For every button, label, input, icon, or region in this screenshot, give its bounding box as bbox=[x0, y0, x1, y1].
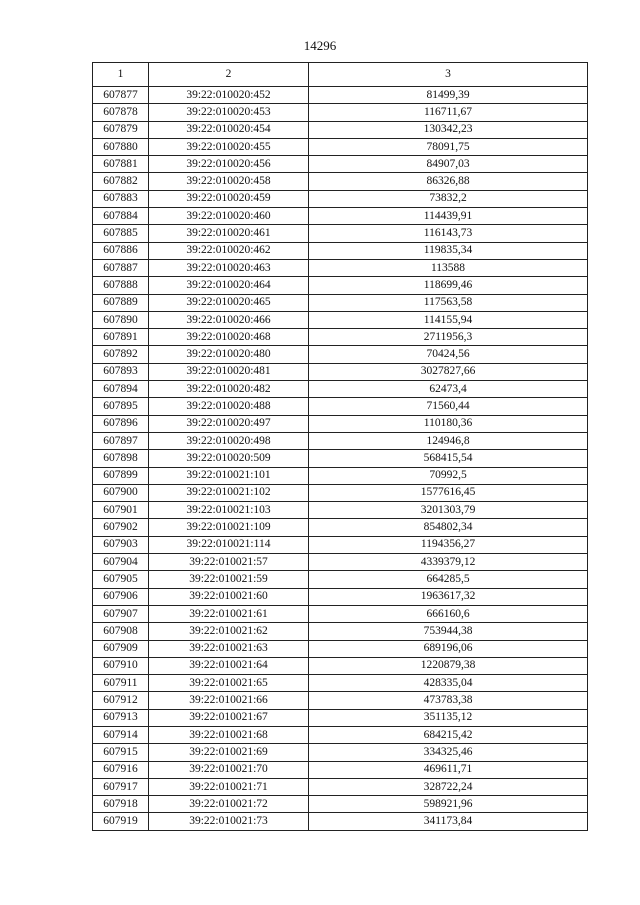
cadastral-number-cell: 39:22:010020:453 bbox=[149, 104, 309, 121]
row-number-cell: 607902 bbox=[93, 519, 149, 536]
value-cell: 753944,38 bbox=[309, 623, 588, 640]
cadastral-number-cell: 39:22:010020:482 bbox=[149, 381, 309, 398]
cadastral-number-cell: 39:22:010020:509 bbox=[149, 450, 309, 467]
value-cell: 469611,71 bbox=[309, 761, 588, 778]
table-row bbox=[93, 484, 588, 501]
value-cell: 73832,2 bbox=[309, 190, 588, 207]
table-row bbox=[93, 190, 588, 207]
table-row bbox=[93, 519, 588, 536]
table-row bbox=[93, 588, 588, 605]
table-row bbox=[93, 363, 588, 380]
value-cell: 664285,5 bbox=[309, 571, 588, 588]
table-row bbox=[93, 778, 588, 795]
row-number-cell: 607906 bbox=[93, 588, 149, 605]
table-row bbox=[93, 173, 588, 190]
value-cell: 568415,54 bbox=[309, 450, 588, 467]
row-number-cell: 607885 bbox=[93, 225, 149, 242]
value-cell: 124946,8 bbox=[309, 432, 588, 449]
value-cell: 1577616,45 bbox=[309, 484, 588, 501]
row-number-cell: 607901 bbox=[93, 502, 149, 519]
table-row bbox=[93, 225, 588, 242]
row-number-cell: 607910 bbox=[93, 657, 149, 674]
table-row bbox=[93, 242, 588, 259]
value-cell: 351135,12 bbox=[309, 709, 588, 726]
value-cell: 473783,38 bbox=[309, 692, 588, 709]
cadastral-number-cell: 39:22:010020:466 bbox=[149, 311, 309, 328]
row-number-cell: 607880 bbox=[93, 138, 149, 155]
row-number-cell: 607908 bbox=[93, 623, 149, 640]
table-row bbox=[93, 813, 588, 830]
data-table bbox=[92, 62, 588, 831]
value-cell: 117563,58 bbox=[309, 294, 588, 311]
value-cell: 70992,5 bbox=[309, 467, 588, 484]
cadastral-number-cell: 39:22:010021:66 bbox=[149, 692, 309, 709]
row-number-cell: 607892 bbox=[93, 346, 149, 363]
table-row bbox=[93, 571, 588, 588]
table-row bbox=[93, 346, 588, 363]
cadastral-number-cell: 39:22:010021:61 bbox=[149, 605, 309, 622]
cadastral-number-cell: 39:22:010020:498 bbox=[149, 432, 309, 449]
cadastral-number-cell: 39:22:010020:458 bbox=[149, 173, 309, 190]
row-number-cell: 607903 bbox=[93, 536, 149, 553]
row-number-cell: 607888 bbox=[93, 277, 149, 294]
row-number-cell: 607889 bbox=[93, 294, 149, 311]
cadastral-number-cell: 39:22:010021:62 bbox=[149, 623, 309, 640]
cadastral-number-cell: 39:22:010021:114 bbox=[149, 536, 309, 553]
table-row bbox=[93, 87, 588, 104]
cadastral-number-cell: 39:22:010021:72 bbox=[149, 796, 309, 813]
value-cell: 81499,39 bbox=[309, 87, 588, 104]
row-number-cell: 607913 bbox=[93, 709, 149, 726]
column-header-2: 2 bbox=[149, 63, 309, 87]
cadastral-number-cell: 39:22:010020:452 bbox=[149, 87, 309, 104]
table-row bbox=[93, 536, 588, 553]
row-number-cell: 607899 bbox=[93, 467, 149, 484]
table-row bbox=[93, 623, 588, 640]
table-row bbox=[93, 554, 588, 571]
cadastral-number-cell: 39:22:010020:481 bbox=[149, 363, 309, 380]
cadastral-number-cell: 39:22:010021:103 bbox=[149, 502, 309, 519]
row-number-cell: 607918 bbox=[93, 796, 149, 813]
cadastral-number-cell: 39:22:010021:57 bbox=[149, 554, 309, 571]
table-row bbox=[93, 104, 588, 121]
cadastral-number-cell: 39:22:010020:462 bbox=[149, 242, 309, 259]
value-cell: 116143,73 bbox=[309, 225, 588, 242]
row-number-cell: 607881 bbox=[93, 156, 149, 173]
value-cell: 1220879,38 bbox=[309, 657, 588, 674]
value-cell: 119835,34 bbox=[309, 242, 588, 259]
row-number-cell: 607898 bbox=[93, 450, 149, 467]
value-cell: 113588 bbox=[309, 259, 588, 276]
row-number-cell: 607909 bbox=[93, 640, 149, 657]
table-row bbox=[93, 259, 588, 276]
cadastral-number-cell: 39:22:010021:63 bbox=[149, 640, 309, 657]
cadastral-number-cell: 39:22:010020:464 bbox=[149, 277, 309, 294]
value-cell: 116711,67 bbox=[309, 104, 588, 121]
table-row bbox=[93, 744, 588, 761]
cadastral-number-cell: 39:22:010020:465 bbox=[149, 294, 309, 311]
column-header-3: 3 bbox=[309, 63, 588, 87]
row-number-cell: 607896 bbox=[93, 415, 149, 432]
value-cell: 689196,06 bbox=[309, 640, 588, 657]
value-cell: 1194356,27 bbox=[309, 536, 588, 553]
row-number-cell: 607895 bbox=[93, 398, 149, 415]
table-row bbox=[93, 294, 588, 311]
value-cell: 118699,46 bbox=[309, 277, 588, 294]
cadastral-number-cell: 39:22:010021:102 bbox=[149, 484, 309, 501]
table-row bbox=[93, 657, 588, 674]
page-number: 14296 bbox=[303, 38, 337, 53]
row-number-cell: 607882 bbox=[93, 173, 149, 190]
row-number-cell: 607914 bbox=[93, 726, 149, 743]
value-cell: 334325,46 bbox=[309, 744, 588, 761]
cadastral-number-cell: 39:22:010020:454 bbox=[149, 121, 309, 138]
cadastral-number-cell: 39:22:010020:461 bbox=[149, 225, 309, 242]
row-number-cell: 607879 bbox=[93, 121, 149, 138]
row-number-cell: 607886 bbox=[93, 242, 149, 259]
table-row bbox=[93, 796, 588, 813]
table-body bbox=[93, 87, 588, 831]
cadastral-number-cell: 39:22:010021:65 bbox=[149, 675, 309, 692]
value-cell: 2711956,3 bbox=[309, 329, 588, 346]
row-number-cell: 607894 bbox=[93, 381, 149, 398]
value-cell: 3201303,79 bbox=[309, 502, 588, 519]
cadastral-number-cell: 39:22:010021:71 bbox=[149, 778, 309, 795]
cadastral-number-cell: 39:22:010020:463 bbox=[149, 259, 309, 276]
table-row bbox=[93, 329, 588, 346]
cadastral-number-cell: 39:22:010021:69 bbox=[149, 744, 309, 761]
table-row bbox=[93, 415, 588, 432]
value-cell: 3027827,66 bbox=[309, 363, 588, 380]
row-number-cell: 607897 bbox=[93, 432, 149, 449]
value-cell: 78091,75 bbox=[309, 138, 588, 155]
cadastral-number-cell: 39:22:010020:488 bbox=[149, 398, 309, 415]
table-row bbox=[93, 502, 588, 519]
value-cell: 110180,36 bbox=[309, 415, 588, 432]
row-number-cell: 607912 bbox=[93, 692, 149, 709]
table-row bbox=[93, 675, 588, 692]
cadastral-number-cell: 39:22:010020:468 bbox=[149, 329, 309, 346]
value-cell: 71560,44 bbox=[309, 398, 588, 415]
table-row bbox=[93, 467, 588, 484]
value-cell: 4339379,12 bbox=[309, 554, 588, 571]
cadastral-number-cell: 39:22:010021:59 bbox=[149, 571, 309, 588]
row-number-cell: 607890 bbox=[93, 311, 149, 328]
cadastral-number-cell: 39:22:010021:60 bbox=[149, 588, 309, 605]
table-row bbox=[93, 138, 588, 155]
value-cell: 598921,96 bbox=[309, 796, 588, 813]
value-cell: 341173,84 bbox=[309, 813, 588, 830]
table-row bbox=[93, 156, 588, 173]
row-number-cell: 607915 bbox=[93, 744, 149, 761]
table-row bbox=[93, 381, 588, 398]
row-number-cell: 607917 bbox=[93, 778, 149, 795]
row-number-cell: 607916 bbox=[93, 761, 149, 778]
value-cell: 428335,04 bbox=[309, 675, 588, 692]
value-cell: 684215,42 bbox=[309, 726, 588, 743]
cadastral-number-cell: 39:22:010020:456 bbox=[149, 156, 309, 173]
table-header-row bbox=[93, 63, 588, 87]
table-row bbox=[93, 726, 588, 743]
row-number-cell: 607878 bbox=[93, 104, 149, 121]
row-number-cell: 607891 bbox=[93, 329, 149, 346]
cadastral-number-cell: 39:22:010020:460 bbox=[149, 208, 309, 225]
table-row bbox=[93, 277, 588, 294]
cadastral-number-cell: 39:22:010021:70 bbox=[149, 761, 309, 778]
row-number-cell: 607884 bbox=[93, 208, 149, 225]
value-cell: 328722,24 bbox=[309, 778, 588, 795]
cadastral-number-cell: 39:22:010020:497 bbox=[149, 415, 309, 432]
table-row bbox=[93, 761, 588, 778]
cadastral-number-cell: 39:22:010021:73 bbox=[149, 813, 309, 830]
value-cell: 86326,88 bbox=[309, 173, 588, 190]
value-cell: 130342,23 bbox=[309, 121, 588, 138]
value-cell: 114155,94 bbox=[309, 311, 588, 328]
table-row bbox=[93, 692, 588, 709]
cadastral-number-cell: 39:22:010021:67 bbox=[149, 709, 309, 726]
value-cell: 62473,4 bbox=[309, 381, 588, 398]
table-row bbox=[93, 640, 588, 657]
value-cell: 854802,34 bbox=[309, 519, 588, 536]
table-row bbox=[93, 450, 588, 467]
cadastral-number-cell: 39:22:010021:109 bbox=[149, 519, 309, 536]
value-cell: 114439,91 bbox=[309, 208, 588, 225]
cadastral-number-cell: 39:22:010020:455 bbox=[149, 138, 309, 155]
table-row bbox=[93, 432, 588, 449]
row-number-cell: 607907 bbox=[93, 605, 149, 622]
row-number-cell: 607905 bbox=[93, 571, 149, 588]
row-number-cell: 607919 bbox=[93, 813, 149, 830]
cadastral-number-cell: 39:22:010021:64 bbox=[149, 657, 309, 674]
cadastral-number-cell: 39:22:010020:459 bbox=[149, 190, 309, 207]
column-header-1: 1 bbox=[93, 63, 149, 87]
row-number-cell: 607893 bbox=[93, 363, 149, 380]
table-row bbox=[93, 311, 588, 328]
table-row bbox=[93, 208, 588, 225]
row-number-cell: 607900 bbox=[93, 484, 149, 501]
row-number-cell: 607887 bbox=[93, 259, 149, 276]
cadastral-number-cell: 39:22:010021:101 bbox=[149, 467, 309, 484]
row-number-cell: 607904 bbox=[93, 554, 149, 571]
value-cell: 666160,6 bbox=[309, 605, 588, 622]
row-number-cell: 607911 bbox=[93, 675, 149, 692]
cadastral-number-cell: 39:22:010021:68 bbox=[149, 726, 309, 743]
table-row bbox=[93, 709, 588, 726]
table-row bbox=[93, 605, 588, 622]
value-cell: 70424,56 bbox=[309, 346, 588, 363]
value-cell: 1963617,32 bbox=[309, 588, 588, 605]
table-row bbox=[93, 398, 588, 415]
row-number-cell: 607877 bbox=[93, 87, 149, 104]
table-row bbox=[93, 121, 588, 138]
cadastral-number-cell: 39:22:010020:480 bbox=[149, 346, 309, 363]
value-cell: 84907,03 bbox=[309, 156, 588, 173]
row-number-cell: 607883 bbox=[93, 190, 149, 207]
